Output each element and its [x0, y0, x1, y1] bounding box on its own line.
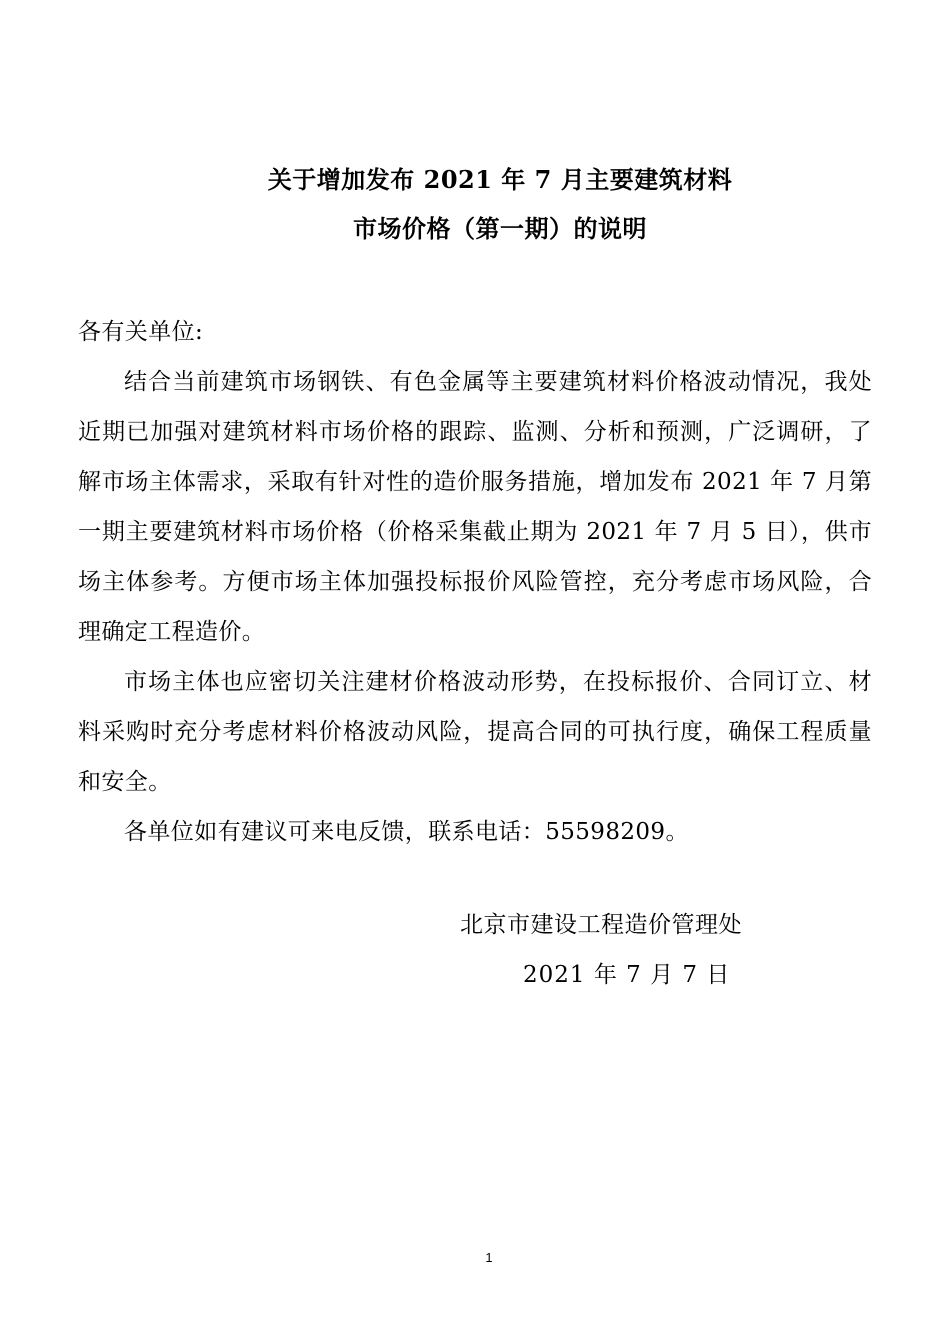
salutation: 各有关单位: [78, 319, 204, 345]
page-number: 1 [485, 1250, 493, 1265]
paragraph-1: 结合当前建筑市场钢铁、有色金属等主要建筑材料价格波动情况，我处近期已加强对建筑材料市场价格的跟踪、监测、分析和预测，广泛调研，了解市场主体需求，采取有针对性的造价服务措施，增加发布 2021 年 7 月第一期主要建筑材料市场价格（价格采集截止期为 2021 年 7 月 5 日），供市场主体参考。方便市场主体加强投标报价风险管控，充分考虑市场风险，合理确定工程造价。 [78, 369, 872, 645]
paragraph-2: 市场主体也应密切关注建材价格波动形势，在投标报价、合同订立、材料采购时充分考虑材料价格波动风险，提高合同的可执行度，确保工程质量和安全。 [78, 669, 872, 795]
signature-organization: 北京市建设工程造价管理处 [460, 912, 742, 938]
paragraph-3: 各单位如有建议可来电反馈，联系电话：55598209。 [124, 819, 689, 845]
signature-date: 2021 年 7 月 7 日 [523, 962, 731, 988]
document-title-line-1: 关于增加发布 2021 年 7 月主要建筑材料 [267, 165, 733, 194]
document-title-line-2: 市场价格（第一期）的说明 [353, 214, 647, 243]
